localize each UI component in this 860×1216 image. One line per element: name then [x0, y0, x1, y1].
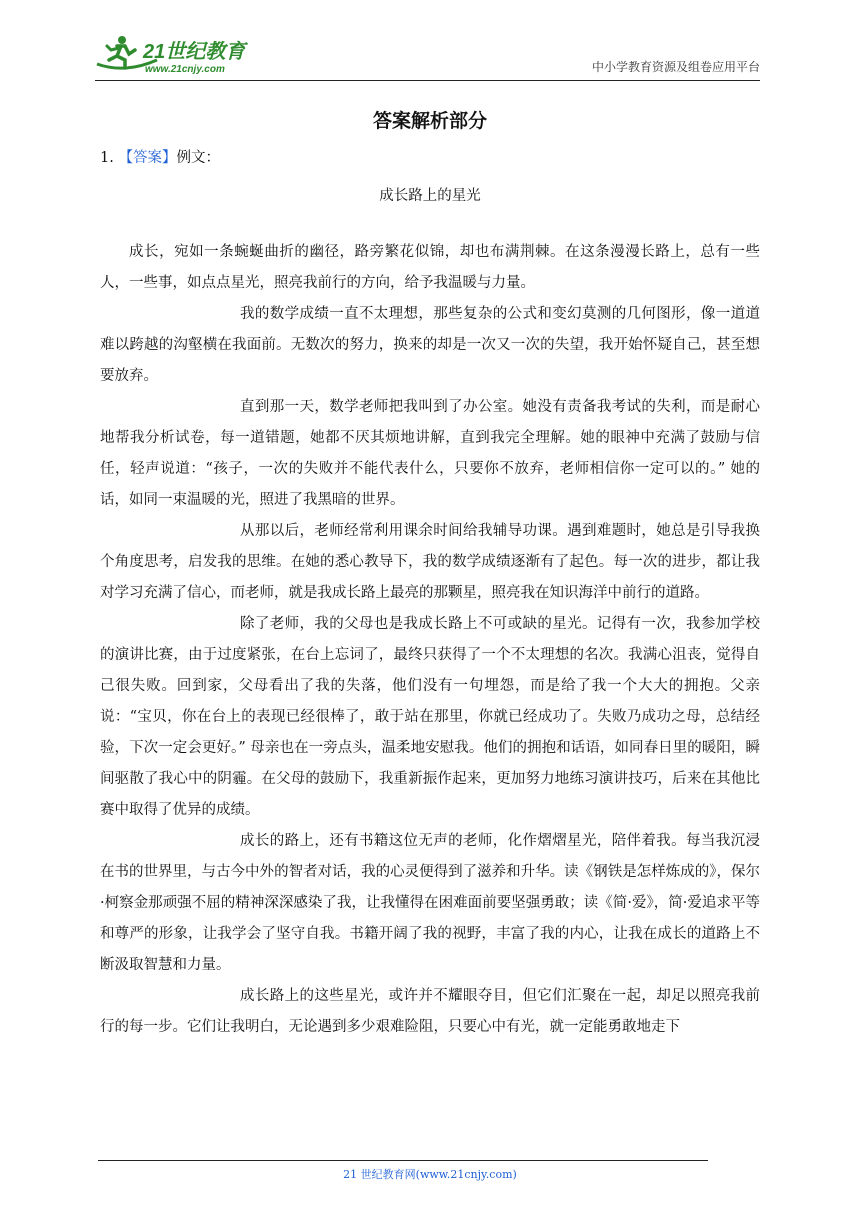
section-title: 答案解析部分 — [372, 110, 487, 132]
platform-name: 中小学教育资源及组卷应用平台 — [591, 60, 760, 74]
essay-title: 成长路上的星光 — [379, 188, 481, 204]
essay-body — [100, 237, 760, 1043]
essay-paragraph: 成长的路上，还有书籍这位无声的老师，化作熠熠星光，陪伴着我。每当我沉浸在书的世界里，与古今中外的智者对话，我的心灵便得到了滋养和升华。读《钢铁是怎样炼成的》，保尔·柯察金那顽强不屈的精神深深感染了我，让我懂得在困难面前要坚强勇敢；读《简·爱》，简·爱追求平等和尊严的形象，让我学会了坚守自我。书籍开阔了我的视野，丰富了我的内心，让我在成长的道路上不断汲取智慧和力量。 — [100, 833, 760, 973]
question-line — [100, 146, 220, 167]
answer-tag[interactable]: 【答案】 — [118, 150, 177, 166]
header-divider — [95, 80, 760, 81]
svg-text:www.21cnjy.com: www.21cnjy.com — [145, 64, 225, 75]
essay-paragraph: 成长路上的这些星光，或许并不耀眼夺目，但它们汇聚在一起，却足以照亮我前行的每一步。它们让我明白，无论遇到多少艰难险阻，只要心中有光，就一定能勇敢地走下 — [100, 988, 760, 1035]
answer-intro: 例文： — [176, 150, 220, 166]
site-logo[interactable] — [95, 34, 265, 76]
essay-paragraph: 成长，宛如一条蜿蜒曲折的幽径，路旁繁花似锦，却也布满荆棘。在这条漫漫长路上，总有一些人，一些事，如点点星光，照亮我前行的方向，给予我温暖与力量。 — [100, 244, 760, 291]
question-number: 1. — [100, 150, 114, 166]
essay-paragraph: 我的数学成绩一直不太理想，那些复杂的公式和变幻莫测的几何图形，像一道道难以跨越的沟壑横在我面前。无数次的努力，换来的却是一次又一次的失望，我开始怀疑自己，甚至想要放弃。 — [100, 306, 760, 384]
runner-logo-icon — [95, 34, 265, 76]
page-header — [95, 30, 760, 80]
essay-paragraph: 从那以后，老师经常利用课余时间给我辅导功课。遇到难题时，她总是引导我换个角度思考，启发我的思维。在她的悉心教导下，我的数学成绩逐渐有了起色。每一次的进步，都让我对学习充满了信心，而老师，就是我成长路上最亮的那颗星，照亮我在知识海洋中前行的道路。 — [100, 523, 760, 601]
footer-link[interactable]: 21 世纪教育网(www.21cnjy.com) — [343, 1168, 517, 1181]
svg-text:21世纪教育: 21世纪教育 — [143, 41, 246, 63]
essay-paragraph: 直到那一天，数学老师把我叫到了办公室。她没有责备我考试的失利，而是耐心地帮我分析试卷，每一道错题，她都不厌其烦地讲解，直到我完全理解。她的眼神中充满了鼓励与信任，轻声说道：“孩子，一次的失败并不能代表什么，只要你不放弃，老师相信你一定可以的。” 她的话，如同一束温暖的光，照进了我黑暗的世界。 — [100, 399, 760, 508]
essay-paragraph: 除了老师，我的父母也是我成长路上不可或缺的星光。记得有一次，我参加学校的演讲比赛，由于过度紧张，在台上忘词了，最终只获得了一个不太理想的名次。我满心沮丧，觉得自己很失败。回到家，父母看出了我的失落，他们没有一句埋怨，而是给了我一个大大的拥抱。父亲说：“宝贝，你在台上的表现已经很棒了，敢于站在那里，你就已经成功了。失败乃成功之母，总结经验，下次一定会更好。” 母亲也在一旁点头，温柔地安慰我。他们的拥抱和话语，如同春日里的暖阳，瞬间驱散了我心中的阴霾。在父母的鼓励下，我重新振作起来，更加努力地练习演讲技巧，后来在其他比赛中取得了优异的成绩。 — [100, 616, 760, 818]
footer-divider — [98, 1160, 708, 1161]
